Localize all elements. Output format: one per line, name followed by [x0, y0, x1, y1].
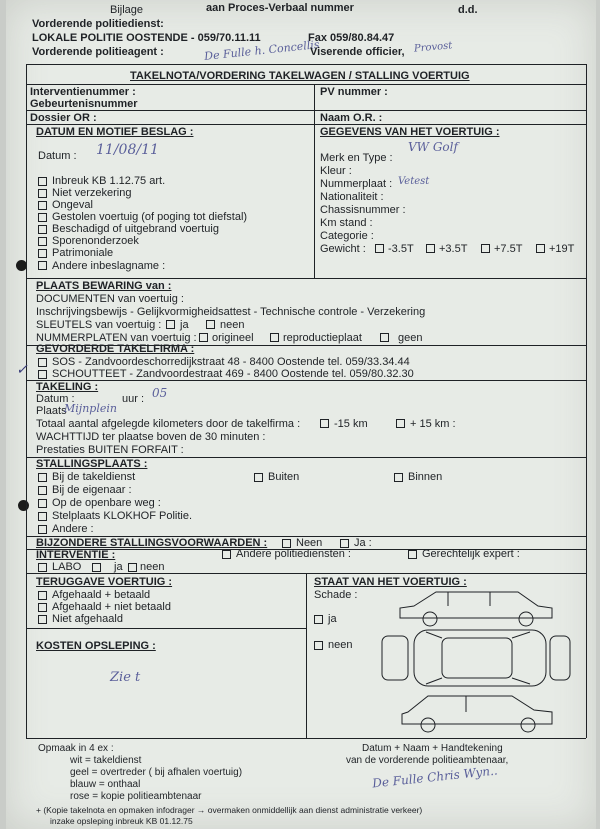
plaats-heading: PLAATS BEWARING van : [36, 280, 172, 292]
dienst-value: LOKALE POLITIE OOSTENDE - 059/70.11.11 [32, 32, 261, 44]
option-label: Niet verzekering [52, 187, 132, 199]
stalling-option: Bij de eigenaar : [52, 484, 132, 496]
schade-ja-label: ja [328, 613, 337, 625]
bijzondere-heading: BIJZONDERE STALLINGSVOORWAARDEN : [36, 537, 268, 549]
teruggave-heading: TERUGGAVE VOERTUIG : [36, 576, 173, 588]
viserende-handwriting: Provost [413, 40, 453, 55]
checkbox-sporenonderzoek[interactable] [38, 237, 47, 246]
bijzondere-neen: Neen [296, 537, 323, 549]
checkbox-klokhof[interactable] [38, 512, 47, 521]
kosten-handwriting: Zie t [110, 670, 141, 685]
checkbox-firma-sos[interactable] [38, 358, 47, 367]
staat-heading: STAAT VAN HET VOERTUIG : [314, 576, 467, 588]
footer-note-2: inzake opsleping inbreuk KB 01.12.75 [50, 816, 193, 826]
km-stand-label: Km stand : [320, 217, 373, 229]
gewicht-label: Gewicht : [320, 243, 366, 255]
checkbox-reproductie[interactable] [270, 333, 279, 342]
checkbox-firma-schoutteet[interactable] [38, 370, 47, 379]
dossier-label: Dossier OR : [30, 112, 97, 124]
handtekening-line1: Datum + Naam + Handtekening [362, 743, 503, 754]
column-line [314, 84, 315, 278]
nummerplaten-label: NUMMERPLATEN van voertuig : [36, 332, 197, 344]
nationaliteit-label: Nationaliteit : [320, 191, 384, 203]
neen-label: neen [220, 319, 245, 331]
row-line [26, 628, 306, 629]
gewicht-option: +19T [549, 243, 575, 255]
opmaak-label: Opmaak in 4 ex : [38, 743, 114, 754]
binnen-label: Binnen [408, 471, 443, 483]
kosten-heading: KOSTEN OPSLEPING : [36, 640, 156, 652]
checkbox-bijzondere-ja[interactable] [340, 539, 349, 548]
gewicht-option: +7.5T [494, 243, 523, 255]
punch-hole [18, 500, 29, 511]
nummerplaat-handwriting: Vetest [398, 176, 430, 187]
checkbox-geen[interactable] [380, 333, 389, 342]
andere-politie-label: Andere politiediensten : [236, 548, 351, 560]
checkbox-patrimoniale[interactable] [38, 249, 47, 258]
checkbox-gewicht-4[interactable] [536, 244, 545, 253]
labo-ja-label: ja [114, 561, 123, 573]
ja-label: ja [180, 319, 189, 331]
checkbox-openbare-weg[interactable] [38, 499, 47, 508]
checkbox-afgehaald-betaald[interactable] [38, 591, 47, 600]
takeling-datum-label: Datum : [36, 393, 75, 405]
frame-line [26, 738, 586, 739]
voertuig-heading: GEGEVENS VAN HET VOERTUIG : [320, 126, 500, 138]
merk-handwriting: VW Golf [408, 140, 458, 154]
checkbox-binnen[interactable] [394, 473, 403, 482]
checkbox-bijzondere-neen[interactable] [282, 539, 291, 548]
stalling-option: Andere : [52, 523, 94, 535]
option-label: Inbreuk KB 1.12.75 art. [52, 175, 166, 187]
datum-handwriting: 11/08/11 [96, 142, 159, 158]
row-line [26, 380, 586, 381]
naam-or-label: Naam O.R. : [320, 112, 383, 124]
checkbox-labo-ja[interactable] [92, 563, 101, 572]
prestaties-label: Prestaties BUITEN FORFAIT : [36, 444, 184, 456]
documenten-label: DOCUMENTEN van voertuig : [36, 293, 184, 305]
checkbox-buiten[interactable] [254, 473, 263, 482]
schade-label: Schade : [314, 589, 358, 601]
viserende-label: Viserende officier, [310, 46, 405, 58]
option-label: Ongeval [52, 199, 93, 211]
dienst-label: Vorderende politiedienst: [32, 18, 164, 30]
takeling-plaats-label: Plaats [36, 405, 67, 417]
nummerplaat-label: Nummerplaat : [320, 178, 393, 190]
checkbox-niet-afgehaald[interactable] [38, 615, 47, 624]
option-label: Andere inbeslagname : [52, 260, 166, 272]
handtekening-line2: van de vorderende politieambtenaar, [346, 755, 509, 766]
checkbox-andere-inbeslagname[interactable] [38, 261, 47, 270]
checkbox-gewicht-1[interactable] [375, 244, 384, 253]
bijzondere-ja: Ja : [354, 537, 372, 549]
checkbox-gestolen[interactable] [38, 213, 47, 222]
opmaak-geel: geel = overtreder ( bij afhalen voertuig) [70, 767, 243, 778]
teruggave-option: Afgehaald + niet betaald [52, 601, 171, 613]
opmaak-blauw: blauw = onthaal [70, 779, 141, 790]
option-label: Patrimoniale [52, 247, 114, 259]
checkbox-gewicht-3[interactable] [481, 244, 490, 253]
checkbox-andere-politie[interactable] [222, 550, 231, 559]
takeling-uur-label: uur : [122, 393, 145, 405]
min-15km-label: -15 km [334, 418, 368, 430]
plaats-handwriting: Mijnplein [64, 402, 117, 415]
row-line [26, 278, 586, 279]
labo-label: LABO [52, 561, 82, 573]
chassis-label: Chassisnummer : [320, 204, 406, 216]
checkbox-origineel[interactable] [199, 333, 208, 342]
origineel-label: origineel [212, 332, 254, 344]
signature-handwriting: De Fulle Chris Wyn.. [371, 763, 499, 791]
agent-handwriting: De Fulle h. Concellis [203, 37, 321, 64]
checkbox-eigenaar[interactable] [38, 486, 47, 495]
teruggave-option: Niet afgehaald [52, 613, 123, 625]
agent-label: Vorderende politieagent : [32, 46, 164, 58]
checkbox-niet-verzekering[interactable] [38, 189, 47, 198]
firma-schoutteet: SCHOUTTEET - Zandvoordestraat 469 - 8400 Oostende tel. 059/80.32.30 [52, 368, 414, 380]
checkbox-schade-neen[interactable] [314, 641, 323, 650]
pv-number-label: aan Proces-Verbaal nummer [206, 2, 354, 14]
option-label: Sporenonderzoek [52, 235, 139, 247]
checkbox-afgehaald-niet-betaald[interactable] [38, 603, 47, 612]
bijlage-label: Bijlage [110, 4, 144, 16]
uur-handwriting: 05 [152, 386, 168, 400]
checkbox-labo[interactable] [38, 563, 47, 572]
checkbox-min-15km[interactable] [320, 419, 329, 428]
car-damage-diagram[interactable] [378, 584, 574, 734]
kleur-label: Kleur : [320, 165, 352, 177]
checkbox-plus-15km[interactable] [396, 419, 405, 428]
checkbox-beschadigd[interactable] [38, 225, 47, 234]
categorie-label: Categorie : [320, 230, 374, 242]
checkbox-sleutels-ja[interactable] [166, 320, 175, 329]
checkbox-labo-neen[interactable] [128, 563, 137, 572]
row-line [26, 84, 586, 85]
gewicht-option: +3.5T [439, 243, 468, 255]
firma-check-mark: ✓ [16, 362, 28, 378]
gewicht-option: -3.5T [388, 243, 414, 255]
gebeurtenis-label: Gebeurtenisnummer [30, 98, 138, 110]
inschrijving-text: Inschrijvingsbewijs - Gelijkvormigheidsattest - Technische controle - Verzekering [36, 306, 426, 318]
plus-15km-label: + 15 km : [410, 418, 456, 430]
checkbox-ongeval[interactable] [38, 201, 47, 210]
wachttijd-label: WACHTTIJD ter plaatse boven de 30 minuten : [36, 431, 266, 443]
pv-label: PV nummer : [320, 86, 388, 98]
row-line [26, 124, 586, 125]
form-sheet [6, 0, 596, 829]
column-line [306, 573, 307, 738]
teruggave-option: Afgehaald + betaald [52, 589, 151, 601]
frame-line [26, 64, 586, 65]
checkbox-gewicht-2[interactable] [426, 244, 435, 253]
opmaak-rose: rose = kopie politieambtenaar [70, 791, 202, 802]
date-label: d.d. [458, 4, 478, 16]
form-title: TAKELNOTA/VORDERING TAKELWAGEN / STALLING VOERTUIG [130, 70, 470, 82]
frame-line [586, 64, 587, 738]
checkbox-gerechtelijk[interactable] [408, 550, 417, 559]
option-label: Gestolen voertuig (of poging tot diefstal) [52, 211, 248, 223]
firma-sos: SOS - Zandvoordeschorredijkstraat 48 - 8400 Oostende tel. 059/33.34.44 [52, 356, 410, 368]
datum-label: Datum : [38, 150, 77, 162]
stalling-option: Stelplaats KLOKHOF Politie. [52, 510, 193, 522]
gerechtelijk-label: Gerechtelijk expert : [422, 548, 520, 560]
checkbox-takeldienst[interactable] [38, 473, 47, 482]
fax-number: Fax 059/80.84.47 [308, 32, 395, 44]
takelfirma-heading: GEVORDERDE TAKELFIRMA : [36, 343, 195, 355]
reproductie-label: reproductieplaat [283, 332, 362, 344]
labo-neen-label: neen [140, 561, 165, 573]
stalling-option: Op de openbare weg : [52, 497, 161, 509]
merk-label: Merk en Type : [320, 152, 393, 164]
geen-label: geen [398, 332, 423, 344]
kilometers-label: Totaal aantal afgelegde kilometers door de takelfirma : [36, 418, 301, 430]
opmaak-wit: wit = takeldienst [70, 755, 142, 766]
checkbox-sleutels-neen[interactable] [206, 320, 215, 329]
row-line [26, 110, 586, 111]
buiten-label: Buiten [268, 471, 300, 483]
interventie-heading: INTERVENTIE : [36, 549, 116, 561]
frame-line [26, 64, 27, 738]
datum-motief-heading: DATUM EN MOTIEF BESLAG : [36, 126, 194, 138]
stalling-option: Bij de takeldienst [52, 471, 136, 483]
checkbox-stalling-andere[interactable] [38, 525, 47, 534]
sleutels-label: SLEUTELS van voertuig : [36, 319, 162, 331]
interventie-label: Interventienummer : [30, 86, 136, 98]
footer-note-1: + (Kopie takelnota en opmaken infodrager → overmaken onmiddellijk aan dienst administratie verkeer) [36, 805, 423, 815]
option-label: Beschadigd of uitgebrand voertuig [52, 223, 219, 235]
schade-neen-label: neen [328, 639, 353, 651]
stalling-heading: STALLINGSPLAATS : [36, 458, 148, 470]
checkbox-inbreuk[interactable] [38, 177, 47, 186]
takeling-heading: TAKELING : [36, 381, 99, 393]
checkbox-schade-ja[interactable] [314, 615, 323, 624]
